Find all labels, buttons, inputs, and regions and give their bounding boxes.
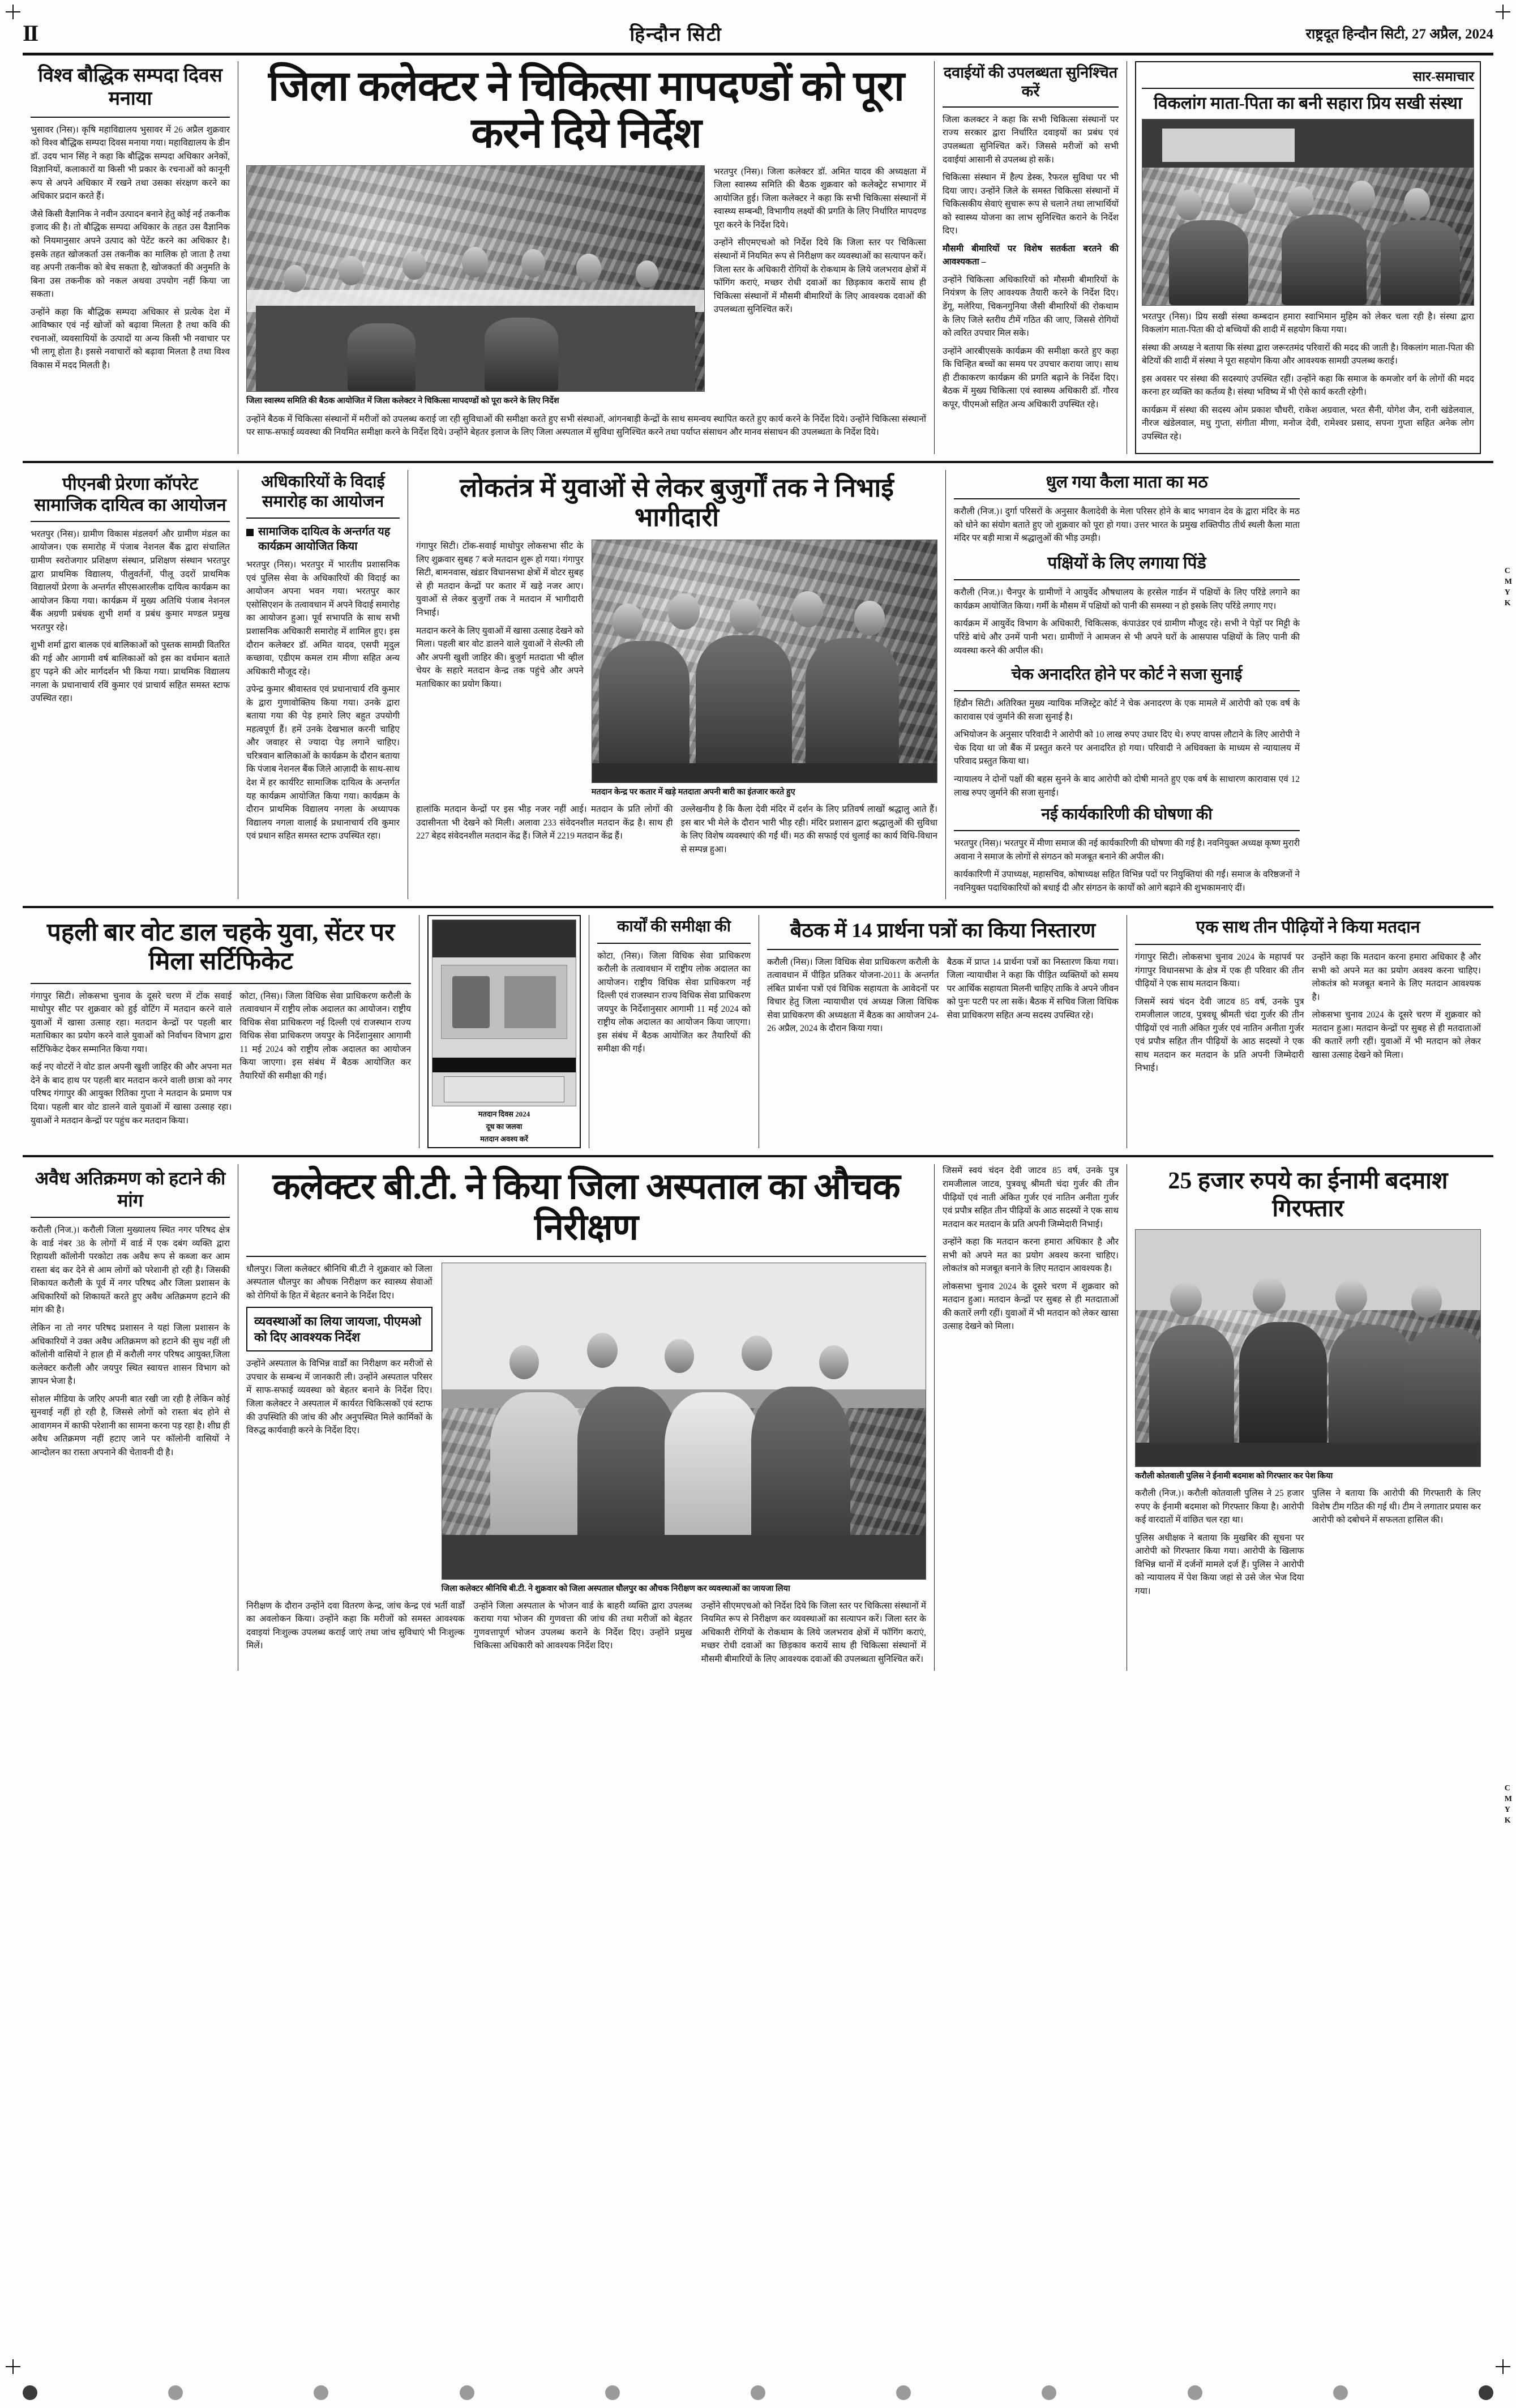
column-1-mid <box>23 470 238 900</box>
sar-p4: कार्यक्रम में संस्था की सदस्य ओम प्रकाश चौधरी, राकेश अग्रवाल, भरत सैनी, योगेश जैन, रानी खंडेलवाल, नीरज खंडेलवाल, मधु गुप्ता, संगीता मीणा, मनोज देवी, रामेश्वर प्रसाद, सपना गुप्ता सहित अनेक लोग उपस्थित रहे। <box>1142 405 1474 442</box>
lead-photo-wrap <box>246 165 705 407</box>
bottom-section <box>23 1164 1493 1670</box>
sar-photo-women-group <box>1142 119 1474 306</box>
lead-p2: उन्होंने सीएमएचओ को निर्देश दिये कि जिला स्तर पर चिकित्सा संस्थानों में नियमित रूप से निरीक्षण कर व्यवस्थाओं का सत्यापन करें। जिला स्तर के अधिकारी रोगियों के रोकथाम के लिये जलभराव क्षेत्रों में फॉगिंग कराएं, मच्छर रोधी दवाओं का छिड़काव करायें साथ ही चिकित्सा संस्थानों में मौसमी बीमारियों के लिए आवश्यक दवाओं की उपलब्धता सुनिश्चित करें। <box>713 238 926 315</box>
bullet-square-icon <box>246 529 254 536</box>
column-collector-inspection <box>238 1164 934 1670</box>
story-vishwa-baudhik-p2: जैसे किसी वैज्ञानिक ने नवीन उत्पादन बनाने हेतु कोई नई तकनीक इजाद की है। तो बौद्धिक सम्पदा अधिकार के तहत उस वैज्ञानिक को नियमानुसार अपने उत्पाद को पेटेंट करने का अधिकार है। इसके तहत खोजकर्ता उस तकनीक का मालिक हो जाता है तथा वह अपनी तकनीक को बेच सकता है, खोजकर्ता की अनुमति के बिना उस तकनीक को नकल अथवा उपयोग नहीं किया जा सकता। <box>31 209 230 300</box>
story-vishwa-baudhik-headline: विश्व बौद्धिक सम्पदा दिवस मनाया <box>38 65 222 109</box>
collector-p3: निरीक्षण के दौरान उन्होंने दवा वितरण केन्द्र, जांच केन्द्र एवं भर्ती वार्डों का अवलोकन किया। उन्होंने कहा कि मरीजों को समस्त आवश्यक दवाइयां निःशुल्क उपलब्ध कराई जाएं तथा जांच सुविधाएं भी निःशुल्क मिलें। <box>246 1601 465 1651</box>
teen-peedhi-p4: लोकसभा चुनाव 2024 के दूसरे चरण में शुक्रवार को मतदान हुआ। मतदान केन्द्रों पर सुबह से ही मतदाताओं की कतारें लगी रहीं। युवाओं में भी मतदान को लेकर खासा उत्साह देखने को मिला। <box>1312 1010 1481 1060</box>
pehli-baar-p1: गंगापुर सिटी। लोकसभा चुनाव के दूसरे चरण में टोंक सवाई माधोपुर सीट पर शुक्रवार को हुई वोटिंग में मतदान करने वाले युवाओं में खासा उत्साह रहा। मतदान केन्द्रों पर पहली बार मताधिकार का प्रयोग करने वाले युवाओं को निर्वाचन विभाग द्वारा सर्टिफिकेट देकर सम्मानित किया गया। <box>31 991 232 1054</box>
avaidh-p1: करौली (निज.)। करौली जिला मुख्यालय स्थित नगर परिषद क्षेत्र के वार्ड नंबर 38 के लोगों में वार्ड में एक दबंग व्यक्ति द्वारा रिहायशी कॉलोनी परकोटा तक अवैध रूप से कब्जा कर आम रास्ता बंद कर देने से आम लोगों को परेशानी हो रही है। जिसकी शिकायत करौली के पूर्व में नगर परिषद और जिला प्रशासन के अधिकारियों को शिकायतें करते हुए अवैध अतिक्रमण हटाने की मांग की है। <box>31 1225 230 1315</box>
lead-text-col <box>714 165 926 407</box>
bird-p1: करौली (निज.)। चैनपुर के ग्रामीणों ने आयुर्वेद औषधालय के हरसेल गार्डन में पक्षियों के लिए परिंडे लगाने का कार्यक्रम आयोजित किया। गर्मी के मौसम में पक्षियों को पानी की समस्या न हो इसके लिए परिंडे लगाए गए। <box>954 588 1300 611</box>
masthead-page-mark: II <box>23 20 37 46</box>
sar-p3: इस अवसर पर संस्था की सदस्याएं उपस्थित रहीं। उन्होंने कहा कि समाज के कमजोर वर्ग के लोगों की मदद करना हर व्यक्ति का कर्तव्य है। संस्था भविष्य में भी ऐसे कार्य करती रहेगी। <box>1142 374 1474 397</box>
sar-samachar-box <box>1135 61 1481 454</box>
vidai-headline: अधिकारियों के विदाई समारोह का आयोजन <box>261 472 385 511</box>
collector-callout-box <box>246 1307 432 1351</box>
sar-p1: भरतपुर (निस)। प्रिय सखी संस्था कम्बदान हमारा स्वाभिमान मुहिम को लेकर चला रही है। संस्था द्वारा विकलांग माता-पिता की दो बच्चियों की शादी में सहयोग किया गया। <box>1142 311 1474 335</box>
teen-peedhi-p3: उन्होंने कहा कि मतदान करना हमारा अधिकार है और सभी को अपने मत का प्रयोग अवश्य करना चाहिए। लोकतंत्र को मजबूत बनाने के लिए मतदान आवश्यक है। <box>1312 952 1481 1002</box>
ad-subtitle: दूध का जलवा <box>486 1122 523 1131</box>
collector-p1: धौलपुर। जिला कलेक्टर श्रीनिधि बी.टी ने शुक्रवार को जिला अस्पताल धौलपुर का औचक निरीक्षण कर स्वास्थ्य सेवाओं को रोगियों के हित में बेहतर बनाने के निर्देश दिए। <box>246 1264 432 1301</box>
column-teen-peedhi <box>1127 915 1489 1148</box>
story-vishwa-baudhik-p1: भुसावर (निस)। कृषि महाविद्यालय भुसावर में 26 अप्रैल शुक्रवार को विश्व बौद्धिक सम्पदा दिवस मनाया गया। महाविद्यालय के डीन डॉ. उदय भान सिंह ने कहा कि बौद्धिक सम्पदा अधिकार अनेकों, विज्ञानियों, कलाकारों या किसी भी प्रकार के रचनाओं को कानूनी रूप से अपने अधिकार में रखने तथा उसका संरक्षण करने का अधिकार प्रदान करते हैं। <box>31 125 230 202</box>
vidai-p2: उपेन्द्र कुमार श्रीवास्तव एवं प्रधानाचार्य रवि कुमार के द्वारा गुणावोक्तिय किया गया। उनके द्वारा बताया गया की पेड़ हमारे लिए बहुत उपयोगी महत्वपूर्ण हैं। हमें उनके देखभाल करनी चाहिए और जवाहर से ज्यादा पेड़ लगाने चाहिए। चरित्रवान बालिकाओं के कार्यक्रम के दौरान बताया कि पंजाब नेशनल बैंक जिले आज़ादी के साथ-साथ देश में हर कार्यरिट सामाजिक दायित्व के अन्तर्गत यह कार्यक्रम आयोजित किया गया। कार्यक्रम के दौरान प्राथमिक विद्यालय नगला के अध्यापक विद्यालय नगला वालाई के प्रधानाचार्य रवि कुमार एवं प्रधान सहित समस्त स्टाफ उपस्थित रहा। <box>246 685 400 841</box>
collector-photo-hospital <box>442 1263 926 1580</box>
dawaiyan-subhead: मौसमी बीमारियों पर विशेष सतर्कता बरतने की आवश्यकता – <box>943 243 1119 267</box>
calibration-dot <box>1479 2385 1493 2400</box>
vidai-callout-text: सामाजिक दायित्व के अन्तर्गत यह कार्यक्रम आयोजित किया <box>258 525 391 553</box>
column-4-sar <box>1127 61 1489 454</box>
loktantra-photo-caption: मतदान केन्द्र पर कतार में खड़े मतदाता अपनी बारी का इंतजार करते हुए <box>591 788 795 797</box>
avaidh-p2: लेकिन ना तो नगर परिषद प्रशासन ने यहां जिला प्रशासन के अधिकारियों ने उक्त अवैध अतिक्रमण को हटाने की सुध नहीं ली कॉलोनी वासियों ने हाल ही में करौली नगर परिषद आयुक्त,जिला कलेक्टर करौली और जयपुर स्थित स्वायत्त शासन विभाग को ज्ञापन भेजा है। <box>31 1323 230 1387</box>
ad-image <box>432 919 576 1106</box>
sar-p2: संस्था की अध्यक्ष ने बताया कि संस्था द्वारा जरूरतमंद परिवारों की मदद की जाती है। विकलांग माता-पिता की बेटियों की शादी में संस्था ने पूरा सहयोग किया और आवश्यक सामग्री उपलब्ध कराई। <box>1142 343 1474 366</box>
loktantra-p3: हालांकि मतदान केन्द्रों पर इस भीड़ नजर नहीं आई। मतदान के प्रति लोगों की उदासीनता भी देखने को मिली। अलावा 233 संवेदनशील मतदान केंद्र है। साथ ही 227 बेहद संवेदनशील मतदान केंद्र हैं। जिले में 2219 मतदान केंद्र हैं। <box>416 805 673 841</box>
dawaiyan-headline: दवाईयों की उपलब्धता सुनिश्चित करें <box>943 64 1118 100</box>
teen-peedhi-p2: जिसमें स्वयं चंदन देवी जाटव 85 वर्ष, उनके पुत्र रामजीलाल जाटव, पुत्रवधू श्रीमती चंदा गुर्जर की तीन पीढ़ियों एवं नाती अंकित गुर्जर एवं नातिन अनीता गुर्जर एवं प्रपौत्र सहित तीन पीढ़ियों के आठ सदस्यों ने एक साथ मतदान कर मतदान के प्रति अपनी जिम्मेदारी निभाई। <box>1135 996 1304 1073</box>
court-p3: न्यायालय ने दोनों पक्षों की बहस सुनने के बाद आरोपी को दोषी मानते हुए एक वर्ष के साधारण कारावास एवं 12 लाख रुपए जुर्माने की सजा सुनाई। <box>954 774 1300 798</box>
vidai-callout <box>246 524 400 554</box>
ad-cta-label: मतदान अवश्य करें <box>480 1135 528 1144</box>
calibration-dot <box>314 2385 328 2400</box>
calibration-dot <box>168 2385 183 2400</box>
karyo-samiksha-p: कोटा, (निस)। जिला विधिक सेवा प्राधिकरण करौली के तत्वावधान में राष्ट्रीय लोक अदालत का आयोजन। राष्ट्रीय विधिक सेवा प्राधिकरण नई दिल्ली एवं राजस्थान राज्य विधिक सेवा प्राधिकरण जयपुर के निर्देशानुसार आगामी 11 मई 2024 को राष्ट्रीय लोक अदालत का आयोजन किया जाएगा। इस संबंध में बैठक आयोजित कर तैयारियों की समीक्षा की गई। <box>597 951 751 1054</box>
vidai-p1: भरतपुर (निस)। भरतपुर में भारतीय प्रशासनिक एवं पुलिस सेवा के अधिकारियों की विदाई का आयोजन अपना भवन गया। भरतपुर कार एसोसिएशन के तत्वावधान में अपने विदाई समारोह का आयोजन हुआ। पूर्व सभापति के साथ सभी प्रशासनिक अधिकारी समारोह में शामिल हुए। इस दौरान कलेक्टर डॉ. अमित यादव, एसपी मृदुल कच्छावा, एडीएम कमल राम मीणा सहित अन्य अधिकारी मौजूद रहे। <box>246 560 400 677</box>
column-loktantra <box>408 470 945 900</box>
ad-title: मतदान दिवस 2024 <box>478 1110 530 1119</box>
karyo-samiksha-headline: कार्यों की समीक्षा की <box>616 918 731 936</box>
inami-headline: 25 हजार रुपये का ईनामी बदमाश गिरफ्तार <box>1168 1168 1448 1222</box>
court-headline: चेक अनादरित होने पर कोर्ट ने सजा सुनाई <box>1011 666 1243 684</box>
collector-p4: उन्होंने जिला अस्पताल के भोजन वार्ड के बाहरी व्यक्ति द्वारा उपलब्ध कराया गया भोजन की गुणवत्ता की जांच की तथा मरीजों को बेहतर गुणवत्तापूर्ण भोजन उपलब्ध कराने के निर्देश दिए। उन्होंने प्रमुख चिकित्सा अधिकारी को आवश्यक निर्देश दिए। <box>473 1601 692 1651</box>
calibration-dot <box>605 2385 620 2400</box>
column-teen-peedhi-bottom <box>934 1164 1127 1670</box>
dhul-headline: धुल गया कैला माता का मठ <box>1046 472 1208 491</box>
collector-p2: उन्होंने अस्पताल के विभिन्न वार्डों का निरीक्षण कर मरीजों से उपचार के सम्बन्ध में जानकारी ली। उन्होंने अस्पताल परिसर में साफ-सफाई व्यवस्था को बेहतर बनाने के निर्देश दिए। जिला कलेक्टर ने अस्पताल में कार्यरत चिकित्सकों एवं स्टाफ की उपस्थिति की जांच की और अनुपस्थित मिले कार्मिकों के विरुद्ध कार्यवाही करने के निर्देश दिए। <box>246 1359 432 1436</box>
cmyk-mark-lower: C M Y K <box>1504 1784 1513 1825</box>
dhul-p1: करौली (निज.)। दुर्गा परिसरों के अनुसार कैलादेवी के मेला परिसर होने के बाद भगवान देव के द्वारा मंदिर के मठ को धोने का संयोग बताते हुए जो शुक्रवार को पूरा हो गया। उत्तर भारत के प्रमुख शक्तिपीठ तीर्थ स्थली कैला माता मंदिर पर बड़ी मात्रा में श्रद्धालुओं की भीड़ उमड़ी। <box>954 507 1300 544</box>
calibration-dot <box>460 2385 474 2400</box>
collector-callout-text: व्यवस्थाओं का लिया जायजा, पीएमओ को दिए आवश्यक निर्देश <box>254 1314 421 1344</box>
pehli-baar-p3: कोटा, (निस)। जिला विधिक सेवा प्राधिकरण करौली के तत्वावधान में राष्ट्रीय लोक अदालत का आयोजन। राष्ट्रीय विधिक सेवा प्राधिकरण नई दिल्ली एवं राजस्थान राज्य विधिक सेवा प्राधिकरण जयपुर के निर्देशानुसार आगामी 11 मई 2024 को राष्ट्रीय लोक अदालत का आयोजन किया जाएगा। इस संबंध में बैठक आयोजित कर तैयारियों की समीक्षा की गई। <box>239 991 411 1081</box>
loktantra-p4: उल्लेखनीय है कि कैला देवी मंदिर में दर्शन के लिए प्रतिवर्ष लाखों श्रद्धालु आते हैं। इस बार भी मेले के दौरान भारी भीड़ रही। मंदिर प्रशासन द्वारा श्रद्धालुओं की सुविधा के लिए विशेष व्यवस्थाएं की गईं थीं। मठ की सफाई एवं धुलाई का कार्य विधि-विधान से सम्पन्न हुआ। <box>680 805 937 854</box>
masthead <box>23 19 1493 55</box>
nayi-p2: कार्यकारिणी में उपाध्यक्ष, महासचिव, कोषाध्यक्ष सहित विभिन्न पदों पर नियुक्तियां की गईं। समाज के वरिष्ठजनों ने नवनियुक्त पदाधिकारियों को बधाई दी और संगठन के कार्यों को आगे बढ़ाने की शुभकामनाएं दीं। <box>954 870 1300 893</box>
column-3-top <box>934 61 1127 454</box>
collector-photo-caption: जिला कलेक्टर श्रीनिधि बी.टी. ने शुक्रवार को जिला अस्पताल धौलपुर का औचक निरीक्षण कर व्यवस्थाओं का जायजा लिया <box>441 1584 790 1593</box>
collector-photo-wrap <box>442 1263 926 1595</box>
loktantra-photo-voters <box>592 540 937 783</box>
lead-photo-caption: जिला स्वास्थ्य समिति की बैठक आयोजित में जिला कलेक्टर ने चिकित्सा मापदण्डों को पूरा करने के लिए निर्देश <box>246 396 559 405</box>
story-vishwa-baudhik-p3: उन्होंने कहा कि बौद्धिक सम्पदा अधिकार से प्रत्येक देश में आविष्कार एवं नई खोजों को बढ़ावा मिलता है तथा कवि की रचनाओं, व्यवसायियों के उत्पादों या अन्य किसी भी नवाचार पर भी लागू होता है। इससे नवाचारों को बढ़ावा मिलता है तथा विश्व विकास में मदद मिलती है। <box>31 307 230 370</box>
calibration-dot <box>1042 2385 1056 2400</box>
teen-peedhi-p1: गंगापुर सिटी। लोकसभा चुनाव 2024 के महापर्व पर गंगापुर विधानसभा के क्षेत्र में एक ही परिवार की तीन पीढ़ियों ने एक साथ मतदान किया। <box>1135 952 1304 989</box>
calibration-dot <box>23 2385 37 2400</box>
inami-p2: पुलिस अधीक्षक ने बताया कि मुखबिर की सूचना पर आरोपी को गिरफ्तार किया गया। आरोपी के खिलाफ विभिन्न थानों में दर्जनों मामले दर्ज हैं। पुलिस ने आरोपी को न्यायालय में पेश किया जहां से उसे जेल भेज दिया गया। <box>1135 1533 1304 1596</box>
court-p2: अभियोजन के अनुसार परिवादी ने आरोपी को 10 लाख रुपए उधार दिए थे। रुपए वापस लौटाने के लिए आरोपी ने चेक दिया था जो बैंक में प्रस्तुत करने पर अनादरित हो गया। परिवादी ने अधिवक्ता के माध्यम से न्यायालय में परिवाद प्रस्तुत किया था। <box>954 730 1300 767</box>
column-vidai <box>238 470 408 900</box>
avaidh-p3: सोशल मीडिया के जरिए अपनी बात रखी जा रही है लेकिन कोई सुनवाई नहीं हो रही है, जिससे लोगों को रास्ता बंद होने से आवागमन में काफी परेशानी का सामना करना पड़ रहा है। शीघ्र ही अवैध अतिक्रमण नहीं हटाए जाने पर कॉलोनी वासियों ने आन्दोलन का रास्ता अपनाने की चेतावनी दी है। <box>31 1394 230 1457</box>
nayi-headline: नई कार्यकारिणी की घोषणा की <box>1041 806 1213 824</box>
teen-bottom-p1: जिसमें स्वयं चंदन देवी जाटव 85 वर्ष, उनके पुत्र रामजीलाल जाटव, पुत्रवधू श्रीमती चंदा गुर्जर की तीन पीढ़ियों एवं नाती अंकित गुर्जर एवं नातिन अनीता गुर्जर एवं प्रपौत्र सहित तीन पीढ़ियों के आठ सदस्यों ने एक साथ मतदान कर मतदान के प्रति अपनी जिम्मेदारी निभाई। <box>943 1166 1119 1229</box>
cmyk-mark-upper: C M Y K <box>1504 567 1513 608</box>
calibration-dot <box>896 2385 911 2400</box>
calibration-dot <box>1333 2385 1348 2400</box>
loktantra-photo-wrap <box>592 540 937 798</box>
middle-section <box>23 470 1493 900</box>
column-lead <box>238 61 934 454</box>
baithak-p1: करौली (निस)। जिला विधिक सेवा प्राधिकरण करौली के तत्वावधान में पीड़ित प्रतिकर योजना-2011 के अन्तर्गत लंबित प्रार्थना पत्रों एवं विधिक सहायता के आवेदनों पर विचार हेतु जिला न्यायाधीश एवं अध्यक्ष जिला विधिक सेवा प्राधिकरण की अध्यक्षता में बैठक का आयोजन 24-26 अप्रैल, 2024 के दौरान किया गया। <box>767 957 939 1034</box>
calibration-dot <box>751 2385 765 2400</box>
sar-headline: विकलांग माता-पिता का बनी सहारा प्रिय सखी संस्था <box>1154 94 1462 113</box>
inami-p1: करौली (निज.)। करौली कोतवाली पुलिस ने 25 हजार रुपए के ईनामी बदमाश को गिरफ्तार किया है। आरोपी कई वारदातों में वांछित चल रहा था। <box>1135 1489 1304 1525</box>
masthead-title: हिन्दौन सिटी <box>629 24 722 45</box>
pnb-p1: भरतपुर (निस)। ग्रामीण विकास मंडलवर्ग और ग्रामीण मंडल का आयोजन। एक समारोह में पंजाब नेशनल बैंक द्वारा संचालित ग्रामीण स्वरोजगार प्रशिक्षण संस्थान, प्रशिक्षण संस्थान भरतपुर द्वारा प्राथमिक विद्यालय, पीलुवर्तनों, पीलू उदरों प्राथमिक विद्यालयों प्रेरणा के अन्तर्गत सीएसआरलीक दायित्व कार्यक्रम का आयोजन किया गया। कार्यक्रम में मुख्य अतिथि पंजाब नेशनल बैंक अग्रणी प्रबंधक शुभी शर्मा व प्रबंध कुमार मण्डल प्रमुख भरतपुर रहे। <box>31 529 230 632</box>
masthead-edition-date: राष्ट्रदूत हिन्दौन सिटी, 27 अप्रैल, 2024 <box>1305 26 1493 42</box>
teen-bottom-p3: लोकसभा चुनाव 2024 के दूसरे चरण में शुक्रवार को मतदान हुआ। मतदान केन्द्रों पर सुबह से ही मतदाताओं की कतारें लगी रहीं। युवाओं में भी मतदान को लेकर खासा उत्साह देखने को मिला। <box>943 1281 1119 1332</box>
registration-mark-top-right <box>1496 5 1510 19</box>
column-karyo-samiksha <box>589 915 759 1148</box>
loktantra-text-left <box>416 540 584 798</box>
avaidh-headline: अवैध अतिक्रमण को हटाने की मांग <box>35 1168 226 1211</box>
column-avaidh <box>23 1164 238 1670</box>
dawaiyan-p2: चिकित्सा संस्थान में हैल्प डेस्क, रैफरल सुविधा पर भी दिया जाए। उन्होंने जिले के समस्त चिकित्सा संस्थानों में चिकित्सकीय सेवाएं सुचारू रूप से चलाने तथा लाभार्थियों को स्वास्थ्य योजना का लाभ सुनिश्चित कराने के निर्देश दिए। <box>943 173 1119 236</box>
sar-samachar-title: सार-समाचार <box>1142 67 1474 89</box>
column-inami <box>1127 1164 1489 1670</box>
top-section <box>23 61 1493 454</box>
lead-photo-meeting <box>246 165 705 392</box>
teen-bottom-p2: उन्होंने कहा कि मतदान करना हमारा अधिकार है और सभी को अपने मत का प्रयोग अवश्य करना चाहिए। लोकतंत्र को मजबूत बनाने के लिए मतदान आवश्यक है। <box>943 1237 1119 1274</box>
teen-peedhi-headline: एक साथ तीन पीढ़ियों ने किया मतदान <box>1196 918 1420 937</box>
registration-mark-bottom-right <box>1496 2359 1510 2374</box>
collector-inspection-headline: कलेक्टर बी.टी. ने किया जिला अस्पताल का औचक निरीक्षण <box>272 1166 900 1248</box>
bird-p2: कार्यक्रम में आयुर्वेद विभाग के अधिकारी, चिकित्सक, कंपाउंडर एवं ग्रामीण मौजूद रहे। सभी ने पेड़ों पर मिट्टी के परिंडे बांधे और उनमें पानी भरा। ग्रामीणों ने आमजन से भी अपने घरों के आसपास पक्षियों के लिए पानी की व्यवस्था करने की अपील की। <box>954 619 1300 656</box>
baithak-p2: बैठक में प्राप्त 14 प्रार्थना पत्रों का निस्तारण किया गया। जिला न्यायाधीश ने कहा कि पीड़ित व्यक्तियों को समय पर आर्थिक सहायता मिलनी चाहिए ताकि वे अपने जीवन को पुनः पटरी पर ला सकें। बैठक में सचिव जिला विधिक सेवा प्राधिकरण सहित अन्य सदस्य उपस्थित रहे। <box>947 957 1119 1020</box>
pnb-headline: पीएनबी प्रेरणा कॉपरेट सामाजिक दायित्व का आयोजन <box>34 473 226 515</box>
collector-text-left <box>246 1263 432 1595</box>
pnb-p2: शुभी शर्मा द्वारा बालक एवं बालिकाओं को पुस्तक सामग्री वितरित की गई और आगामी वर्ष बालिकाओं को इस का वर्धमान बताते हुए पढ़ने की ओर मार्गदर्शन भी किया गया। प्राथमिक विद्यालय नगला के प्रधानाचार्य रविं कुमार एवं प्राचार्य सहित समस्त स्टाफ उपस्थित रहा। <box>31 640 230 704</box>
dawaiyan-p4: उन्होंने आरबीएसके कार्यक्रम की समीक्षा करते हुए कहा कि चिन्हित बच्चों का समय पर उपचार कराया जाए। साथ ही टीकाकरण कार्यक्रम की प्रगति बढ़ाने के निर्देश दिए। बैठक में मुख्य चिकित्सा एवं स्वास्थ्य अधिकारी डॉ. गौरव कपूर, पीएमओ सहित अन्य अधिकारी उपस्थित रहे। <box>943 346 1119 409</box>
advertisement-box[interactable] <box>427 915 581 1148</box>
pehli-baar-p2: कई नए वोटरों ने वोट डाल अपनी खुशी जाहिर की और अपना मत देने के बाद हाथ पर पहली बार मतदान करने वाली छात्रा को नगर परिषद गंगापुर की आयुक्त रितिका गुप्ता ने मतदान के प्रमाण पत्र दिया। पहली बार वोट डालने वाले युवाओं में खासा उत्साह रहा। युवाओं ने मतदान केन्द्रों पर पहुंच कर मतदान किया। <box>31 1062 232 1126</box>
loktantra-headline: लोकतंत्र में युवाओं से लेकर बुजुर्गों तक ने निभाई भागीदारी <box>460 473 894 532</box>
baithak-headline: बैठक में 14 प्रार्थना पत्रों का किया निस्तारण <box>790 919 1096 942</box>
pehli-baar-headline: पहली बार वोट डाल चहके युवा, सेंटर पर मिला सर्टिफिकेट <box>46 918 395 975</box>
lead-p3: उन्होंने बैठक में चिकित्सा संस्थानों में मरीजों को उपलब्ध कराई जा रही सुविधाओं की समीक्षा करते हुए सभी संस्थाओं, आंगनबाड़ी केन्द्रों के साथ समन्वय स्थापित करते हुए कार्य करने के निर्देश दिये। उन्होंने चिकित्सा संस्थानों पर साफ-सफाई व्यवस्था की नियमित समीक्षा करने के निर्देश दिये। उन्होंने बेहतर इलाज के लिए जिला अस्पताल में सुविधा सुनिश्चित करने तथा पर्याप्त संसाधन और मानव संसाधन की उपलब्धता के निर्देश दिये। <box>246 414 926 438</box>
lead-headline: जिला कलेक्टर ने चिकित्सा मापदण्डों को पूरा करने दिये निर्देश <box>268 63 904 157</box>
column-ad <box>419 915 589 1148</box>
loktantra-p2: मतदान करने के लिए युवाओं में खासा उत्साह देखने को मिला। पहली बार वोट डालने वाले युवाओं ने सेल्फी ली और अपनी खुशी जाहिर की। बुजुर्ग मतदाता भी व्हील चेयर के सहारे मतदान केन्द्र तक पहुंचे और अपने मताधिकार का प्रयोग किया। <box>416 626 584 689</box>
inami-photo-caption: करौली कोतवाली पुलिस ने ईनामी बदमाश को गिरफ्तार कर पेश किया <box>1135 1472 1333 1481</box>
column-1 <box>23 61 238 454</box>
dawaiyan-p1: जिला कलक्टर ने कहा कि सभी चिकित्सा संस्थानों पर राज्य सरकार द्वारा निर्धारित दवाइयों का प्रबंध एवं उपलब्धता सुनिश्चित करें। जिससे मरीजों को सभी दवाईयां आसानी से उपलब्ध हो सकें। <box>943 114 1119 165</box>
registration-mark-top-left <box>6 5 20 19</box>
column-4-mid <box>945 470 1308 900</box>
inami-photo-police <box>1135 1229 1481 1467</box>
dawaiyan-p3: उन्होंने चिकित्सा अधिकारियों को मौसमी बीमारियों के नियंत्रण के लिए आवश्यक तैयारी करने के निर्देश दिए। डेंगू, मलेरिया, चिकनगुनिया जैसी बीमारियों की रोकथाम के लिए जिले स्तरीय टीमें गठित की जाए, जिससे रोगियों को त्वरित उपचार मिल सके। <box>943 275 1119 339</box>
collector-p5: उन्होंने सीएमएचओ को निर्देश दिये कि जिला स्तर पर चिकित्सा संस्थानों में नियमित रूप से निरीक्षण कर व्यवस्थाओं का सत्यापन करें। जिला स्तर के अधिकारी रोगियों के रोकथाम के लिये जलभराव क्षेत्रों में फॉगिंग कराएं, मच्छर रोधी दवाओं का छिड़काव करायें साथ ही चिकित्सा संस्थानों में मौसमी बीमारियों के लिए आवश्यक दवाओं की उपलब्धता सुनिश्चित करें। <box>701 1601 926 1664</box>
loktantra-p1: गंगापुर सिटी। टोंक-सवाई माधोपुर लोकसभा सीट के लिए शुक्रवार सुबह 7 बजे मतदान शुरू हो गया। गंगापुर सिटी, बामनवास, खंडार विधानसभा क्षेत्रों में वोटर सुबह से ही मतदान केन्द्रों पर कतार में खड़े नजर आए। युवाओं से लेकर बुजुर्गों तक ने मतदान में भागीदारी निभाई। <box>416 541 584 618</box>
court-p1: हिंडौन सिटी। अतिरिक्त मुख्य न्यायिक मजिस्ट्रेट कोर्ट ने चेक अनादरण के एक मामले में आरोपी को एक वर्ष के कारावास एवं जुर्माने की सजा सुनाई है। <box>954 699 1300 722</box>
color-calibration-bar <box>23 2385 1493 2400</box>
column-pehli-baar <box>23 915 419 1148</box>
registration-mark-bottom-left <box>6 2359 20 2374</box>
calibration-dot <box>1188 2385 1202 2400</box>
lead-p1: भरतपुर (निस)। जिला कलेक्टर डॉ. अमित यादव की अध्यक्षता में जिला स्वास्थ्य समिति की बैठक शुक्रवार को कलेक्ट्रेट सभागार में आयोजित हुई। जिला कलेक्टर ने कहा कि सभी चिकित्सा संस्थानों में स्वास्थ्य सम्बन्धी, विभागीय लक्ष्यों की प्रगति के लिए निर्धारित मापदण्ड पूरा करने के निर्देश दिये। <box>713 166 926 230</box>
third-section <box>23 915 1493 1148</box>
column-baithak <box>759 915 1127 1148</box>
inami-p3: पुलिस ने बताया कि आरोपी की गिरफ्तारी के लिए विशेष टीम गठित की गई थी। टीम ने लगातार प्रयास कर आरोपी को दबोचने में सफलता हासिल की। <box>1312 1489 1481 1525</box>
nayi-p1: भरतपुर (निस)। भरतपुर में मीणा समाज की नई कार्यकारिणी की घोषणा की गई है। नवनियुक्त अध्यक्ष कृष्ण मुरारी अवाना ने समाज के लोगों से संगठन को मजबूत बनाने की अपील की। <box>954 839 1300 862</box>
bird-headline: पक्षियों के लिए लगाया पिंडे <box>1047 553 1206 572</box>
